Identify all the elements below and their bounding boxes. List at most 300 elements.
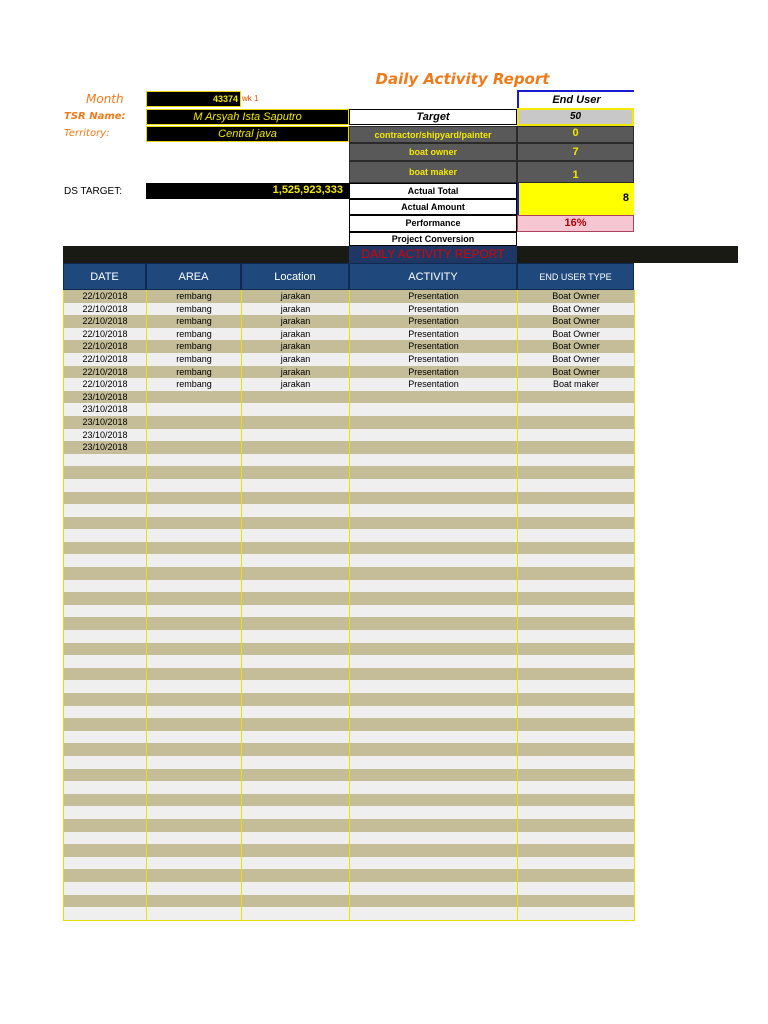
table-cell[interactable]	[147, 391, 242, 404]
table-cell[interactable]: jarakan	[242, 290, 350, 303]
table-cell[interactable]	[350, 869, 518, 882]
table-row	[64, 517, 635, 530]
boat-maker-label: boat maker	[349, 161, 517, 183]
table-cell[interactable]	[64, 454, 147, 467]
table-cell[interactable]	[242, 718, 350, 731]
table-cell[interactable]	[518, 756, 635, 769]
table-cell[interactable]	[518, 655, 635, 668]
table-cell[interactable]	[350, 668, 518, 681]
table-cell[interactable]: Boat Owner	[518, 353, 635, 366]
table-cell[interactable]	[518, 630, 635, 643]
table-cell[interactable]	[518, 882, 635, 895]
table-cell[interactable]: Boat Owner	[518, 290, 635, 303]
table-cell[interactable]: jarakan	[242, 303, 350, 316]
table-cell[interactable]: rembang	[147, 340, 242, 353]
table-row	[64, 806, 635, 819]
table-cell[interactable]	[242, 706, 350, 719]
tsr-label: TSR Name:	[64, 111, 126, 122]
table-cell[interactable]	[350, 693, 518, 706]
table-cell[interactable]	[64, 907, 147, 920]
table-cell[interactable]: Presentation	[350, 378, 518, 391]
table-row	[64, 391, 635, 404]
table-cell[interactable]	[242, 806, 350, 819]
table-cell[interactable]	[242, 542, 350, 555]
table-cell[interactable]	[242, 907, 350, 920]
table-cell[interactable]	[242, 391, 350, 404]
table-cell[interactable]	[64, 844, 147, 857]
table-cell[interactable]: jarakan	[242, 340, 350, 353]
table-cell[interactable]	[147, 718, 242, 731]
table-cell[interactable]	[518, 529, 635, 542]
table-cell[interactable]	[242, 743, 350, 756]
boat-maker-value[interactable]: 1	[517, 161, 634, 183]
table-cell[interactable]	[350, 492, 518, 505]
table-cell[interactable]: 23/10/2018	[64, 416, 147, 429]
table-row	[64, 303, 635, 316]
table-cell[interactable]: 23/10/2018	[64, 429, 147, 442]
table-cell[interactable]	[518, 781, 635, 794]
table-cell[interactable]	[64, 857, 147, 870]
table-cell[interactable]	[518, 668, 635, 681]
table-cell[interactable]: 23/10/2018	[64, 391, 147, 404]
table-cell[interactable]	[64, 630, 147, 643]
table-cell[interactable]	[350, 857, 518, 870]
table-cell[interactable]: rembang	[147, 290, 242, 303]
table-cell[interactable]	[518, 643, 635, 656]
table-cell[interactable]	[242, 554, 350, 567]
table-cell[interactable]	[147, 416, 242, 429]
table-cell[interactable]: Boat Owner	[518, 340, 635, 353]
col-header-activity[interactable]: ACTIVITY	[349, 263, 517, 290]
table-cell[interactable]	[147, 517, 242, 530]
ds-target-value[interactable]: 1,525,923,333	[146, 183, 349, 199]
table-cell[interactable]	[350, 617, 518, 630]
table-cell[interactable]: 22/10/2018	[64, 353, 147, 366]
activity-table	[63, 290, 635, 921]
table-cell[interactable]	[518, 706, 635, 719]
table-cell[interactable]	[518, 731, 635, 744]
table-cell[interactable]	[242, 769, 350, 782]
table-cell[interactable]	[64, 756, 147, 769]
table-cell[interactable]	[350, 466, 518, 479]
table-cell[interactable]: 22/10/2018	[64, 340, 147, 353]
table-cell[interactable]: 22/10/2018	[64, 328, 147, 341]
table-cell[interactable]	[350, 731, 518, 744]
table-row	[64, 819, 635, 832]
table-cell[interactable]	[518, 857, 635, 870]
table-cell[interactable]	[64, 580, 147, 593]
table-cell[interactable]	[64, 554, 147, 567]
table-cell[interactable]: Presentation	[350, 315, 518, 328]
table-cell[interactable]	[242, 756, 350, 769]
table-cell[interactable]	[242, 731, 350, 744]
table-cell[interactable]: Boat Owner	[518, 303, 635, 316]
table-cell[interactable]	[64, 668, 147, 681]
week-label: wk 1	[242, 94, 259, 103]
table-cell[interactable]: 22/10/2018	[64, 290, 147, 303]
table-row	[64, 907, 635, 920]
table-cell[interactable]	[64, 567, 147, 580]
table-row	[64, 630, 635, 643]
table-cell[interactable]	[242, 668, 350, 681]
table-cell[interactable]	[147, 466, 242, 479]
table-row	[64, 580, 635, 593]
table-cell[interactable]	[64, 895, 147, 908]
table-cell[interactable]	[147, 454, 242, 467]
table-cell[interactable]: jarakan	[242, 353, 350, 366]
table-cell[interactable]	[242, 592, 350, 605]
table-cell[interactable]	[242, 580, 350, 593]
table-cell[interactable]	[518, 844, 635, 857]
table-cell[interactable]	[147, 441, 242, 454]
table-cell[interactable]	[64, 781, 147, 794]
table-cell[interactable]	[518, 403, 635, 416]
table-cell[interactable]	[242, 416, 350, 429]
table-cell[interactable]: Boat maker	[518, 378, 635, 391]
table-cell[interactable]	[350, 580, 518, 593]
table-cell[interactable]	[350, 844, 518, 857]
table-cell[interactable]	[147, 693, 242, 706]
table-cell[interactable]	[147, 580, 242, 593]
boat-owner-value[interactable]: 7	[517, 143, 634, 161]
table-cell[interactable]: rembang	[147, 328, 242, 341]
table-cell[interactable]	[242, 429, 350, 442]
table-cell[interactable]	[147, 857, 242, 870]
table-cell[interactable]	[64, 743, 147, 756]
table-cell[interactable]	[147, 832, 242, 845]
table-cell[interactable]	[518, 542, 635, 555]
table-row	[64, 718, 635, 731]
table-cell[interactable]	[242, 882, 350, 895]
table-cell[interactable]	[518, 441, 635, 454]
table-cell[interactable]	[350, 743, 518, 756]
table-cell[interactable]	[350, 592, 518, 605]
table-cell[interactable]	[64, 693, 147, 706]
table-cell[interactable]	[147, 743, 242, 756]
table-cell[interactable]: rembang	[147, 378, 242, 391]
table-cell[interactable]	[147, 492, 242, 505]
table-cell[interactable]: jarakan	[242, 378, 350, 391]
table-cell[interactable]	[147, 529, 242, 542]
activity-table-body	[64, 290, 635, 920]
table-cell[interactable]	[242, 655, 350, 668]
table-cell[interactable]	[518, 693, 635, 706]
table-cell[interactable]	[147, 895, 242, 908]
col-header-date[interactable]: DATE	[63, 263, 146, 290]
table-cell[interactable]	[147, 479, 242, 492]
table-cell[interactable]: 22/10/2018	[64, 378, 147, 391]
table-cell[interactable]: jarakan	[242, 315, 350, 328]
table-row	[64, 328, 635, 341]
table-cell[interactable]	[242, 680, 350, 693]
table-cell[interactable]	[518, 895, 635, 908]
table-cell[interactable]	[147, 554, 242, 567]
project-conversion-label: Project Conversion	[349, 232, 517, 246]
table-cell[interactable]	[147, 794, 242, 807]
table-cell[interactable]	[350, 554, 518, 567]
table-cell[interactable]: Presentation	[350, 340, 518, 353]
table-cell[interactable]	[350, 454, 518, 467]
table-cell[interactable]: 23/10/2018	[64, 441, 147, 454]
table-cell[interactable]	[64, 680, 147, 693]
table-cell[interactable]	[350, 529, 518, 542]
table-cell[interactable]	[350, 794, 518, 807]
table-cell[interactable]	[242, 643, 350, 656]
table-cell[interactable]	[64, 504, 147, 517]
col-header-end-user-type[interactable]: END USER TYPE	[517, 263, 634, 290]
table-row	[64, 706, 635, 719]
table-cell[interactable]	[147, 542, 242, 555]
table-cell[interactable]	[64, 529, 147, 542]
table-cell[interactable]	[518, 517, 635, 530]
table-cell[interactable]	[242, 794, 350, 807]
table-cell[interactable]	[518, 466, 635, 479]
table-cell[interactable]	[350, 416, 518, 429]
table-cell[interactable]	[242, 479, 350, 492]
table-cell[interactable]	[518, 454, 635, 467]
table-row	[64, 529, 635, 542]
table-cell[interactable]	[147, 592, 242, 605]
table-cell[interactable]	[147, 617, 242, 630]
table-cell[interactable]	[518, 429, 635, 442]
table-cell[interactable]	[147, 655, 242, 668]
table-cell[interactable]	[242, 441, 350, 454]
table-cell[interactable]	[147, 806, 242, 819]
table-cell[interactable]	[518, 794, 635, 807]
table-cell[interactable]	[350, 781, 518, 794]
table-cell[interactable]	[147, 907, 242, 920]
table-cell[interactable]	[147, 630, 242, 643]
table-cell[interactable]	[147, 706, 242, 719]
table-cell[interactable]	[242, 517, 350, 530]
table-cell[interactable]	[350, 441, 518, 454]
table-cell[interactable]	[242, 567, 350, 580]
table-cell[interactable]	[350, 517, 518, 530]
table-cell[interactable]	[64, 643, 147, 656]
table-cell[interactable]	[518, 680, 635, 693]
table-cell[interactable]: rembang	[147, 366, 242, 379]
table-cell[interactable]	[518, 869, 635, 882]
table-cell[interactable]	[350, 819, 518, 832]
table-cell[interactable]	[64, 542, 147, 555]
performance-value[interactable]: 16%	[517, 215, 634, 232]
table-cell[interactable]	[350, 479, 518, 492]
table-cell[interactable]	[242, 605, 350, 618]
table-cell[interactable]	[518, 391, 635, 404]
table-cell[interactable]	[518, 769, 635, 782]
actual-total-label: Actual Total	[349, 183, 517, 199]
table-cell[interactable]	[64, 605, 147, 618]
table-cell[interactable]: jarakan	[242, 328, 350, 341]
table-cell[interactable]	[518, 416, 635, 429]
table-cell[interactable]	[242, 832, 350, 845]
table-cell[interactable]	[64, 718, 147, 731]
banner-title: DAILY ACTIVITY REPORT	[361, 247, 505, 261]
table-cell[interactable]	[350, 718, 518, 731]
table-cell[interactable]	[242, 403, 350, 416]
table-row	[64, 315, 635, 328]
table-cell[interactable]	[350, 806, 518, 819]
table-cell[interactable]	[350, 403, 518, 416]
table-row	[64, 290, 635, 303]
table-cell[interactable]	[242, 844, 350, 857]
table-cell[interactable]	[147, 819, 242, 832]
table-cell[interactable]: jarakan	[242, 366, 350, 379]
table-cell[interactable]	[518, 504, 635, 517]
contractor-value[interactable]: 0	[517, 126, 634, 143]
table-cell[interactable]: Boat Owner	[518, 315, 635, 328]
table-cell[interactable]	[147, 643, 242, 656]
table-cell[interactable]	[64, 592, 147, 605]
table-cell[interactable]: Presentation	[350, 328, 518, 341]
table-cell[interactable]: Presentation	[350, 303, 518, 316]
table-cell[interactable]	[64, 617, 147, 630]
month-label: Month	[86, 92, 124, 106]
table-cell[interactable]	[64, 794, 147, 807]
table-cell[interactable]	[147, 781, 242, 794]
table-cell[interactable]	[242, 895, 350, 908]
table-cell[interactable]	[64, 492, 147, 505]
table-cell[interactable]	[350, 655, 518, 668]
table-cell[interactable]	[64, 769, 147, 782]
table-cell[interactable]	[350, 567, 518, 580]
table-cell[interactable]	[147, 869, 242, 882]
table-cell[interactable]	[242, 781, 350, 794]
table-cell[interactable]	[147, 756, 242, 769]
table-cell[interactable]: 22/10/2018	[64, 315, 147, 328]
table-cell[interactable]	[242, 869, 350, 882]
table-cell[interactable]	[147, 429, 242, 442]
table-cell[interactable]	[518, 617, 635, 630]
table-cell[interactable]	[64, 869, 147, 882]
table-row	[64, 353, 635, 366]
col-header-area[interactable]: AREA	[146, 263, 241, 290]
table-cell[interactable]	[64, 517, 147, 530]
table-cell[interactable]	[64, 731, 147, 744]
table-cell[interactable]	[350, 504, 518, 517]
table-cell[interactable]	[242, 617, 350, 630]
table-row	[64, 844, 635, 857]
table-cell[interactable]	[147, 504, 242, 517]
col-header-location[interactable]: Location	[241, 263, 349, 290]
table-cell[interactable]: Presentation	[350, 353, 518, 366]
table-cell[interactable]	[147, 567, 242, 580]
table-cell[interactable]	[518, 580, 635, 593]
table-cell[interactable]	[64, 819, 147, 832]
table-cell[interactable]	[64, 655, 147, 668]
table-cell[interactable]: Boat Owner	[518, 328, 635, 341]
table-cell[interactable]: Presentation	[350, 290, 518, 303]
table-cell[interactable]	[518, 592, 635, 605]
tsr-name-field[interactable]: M Arsyah Ista Saputro	[146, 109, 349, 125]
table-row	[64, 869, 635, 882]
table-cell[interactable]	[242, 454, 350, 467]
table-cell[interactable]: Boat Owner	[518, 366, 635, 379]
table-cell[interactable]: 22/10/2018	[64, 366, 147, 379]
table-cell[interactable]	[350, 643, 518, 656]
table-cell[interactable]	[350, 542, 518, 555]
table-cell[interactable]	[518, 567, 635, 580]
table-cell[interactable]	[518, 554, 635, 567]
table-cell[interactable]	[350, 907, 518, 920]
table-cell[interactable]	[64, 806, 147, 819]
table-cell[interactable]	[518, 479, 635, 492]
table-cell[interactable]	[242, 630, 350, 643]
table-cell[interactable]	[518, 819, 635, 832]
table-cell[interactable]	[350, 630, 518, 643]
table-cell[interactable]	[147, 731, 242, 744]
table-cell[interactable]	[350, 895, 518, 908]
table-cell[interactable]	[518, 806, 635, 819]
table-row	[64, 832, 635, 845]
table-cell[interactable]	[64, 466, 147, 479]
table-cell[interactable]	[350, 769, 518, 782]
table-row	[64, 882, 635, 895]
month-value[interactable]: 43374	[146, 91, 241, 107]
table-cell[interactable]	[242, 857, 350, 870]
table-cell[interactable]	[242, 819, 350, 832]
table-row	[64, 668, 635, 681]
table-cell[interactable]	[350, 882, 518, 895]
table-row	[64, 542, 635, 555]
table-cell[interactable]	[350, 429, 518, 442]
table-cell[interactable]	[147, 680, 242, 693]
table-cell[interactable]	[147, 605, 242, 618]
table-cell[interactable]	[518, 832, 635, 845]
table-cell[interactable]	[518, 492, 635, 505]
table-cell[interactable]: rembang	[147, 303, 242, 316]
table-cell[interactable]	[518, 718, 635, 731]
table-cell[interactable]	[350, 391, 518, 404]
table-cell[interactable]	[147, 882, 242, 895]
table-cell[interactable]	[350, 832, 518, 845]
target-value[interactable]: 50	[517, 108, 634, 126]
table-cell[interactable]	[64, 479, 147, 492]
actual-total-value[interactable]: 8	[517, 183, 634, 215]
target-label: Target	[349, 109, 517, 125]
table-cell[interactable]: 23/10/2018	[64, 403, 147, 416]
table-cell[interactable]	[147, 403, 242, 416]
table-cell[interactable]	[147, 769, 242, 782]
table-cell[interactable]	[64, 882, 147, 895]
table-cell[interactable]	[147, 844, 242, 857]
territory-field[interactable]: Central java	[146, 126, 349, 142]
table-cell[interactable]	[350, 605, 518, 618]
table-cell[interactable]: rembang	[147, 315, 242, 328]
table-cell[interactable]	[518, 743, 635, 756]
table-cell[interactable]	[242, 492, 350, 505]
table-cell[interactable]	[242, 466, 350, 479]
table-cell[interactable]	[518, 605, 635, 618]
table-cell[interactable]	[147, 668, 242, 681]
table-cell[interactable]	[518, 907, 635, 920]
table-cell[interactable]	[64, 706, 147, 719]
table-cell[interactable]	[350, 756, 518, 769]
table-cell[interactable]: rembang	[147, 353, 242, 366]
table-row	[64, 454, 635, 467]
table-row	[64, 781, 635, 794]
table-cell[interactable]	[242, 693, 350, 706]
table-cell[interactable]	[242, 529, 350, 542]
table-cell[interactable]	[64, 832, 147, 845]
table-cell[interactable]	[242, 504, 350, 517]
table-cell[interactable]: 22/10/2018	[64, 303, 147, 316]
table-row	[64, 643, 635, 656]
table-cell[interactable]	[350, 706, 518, 719]
territory-label: Territory:	[64, 128, 110, 139]
table-cell[interactable]	[350, 680, 518, 693]
table-cell[interactable]: Presentation	[350, 366, 518, 379]
